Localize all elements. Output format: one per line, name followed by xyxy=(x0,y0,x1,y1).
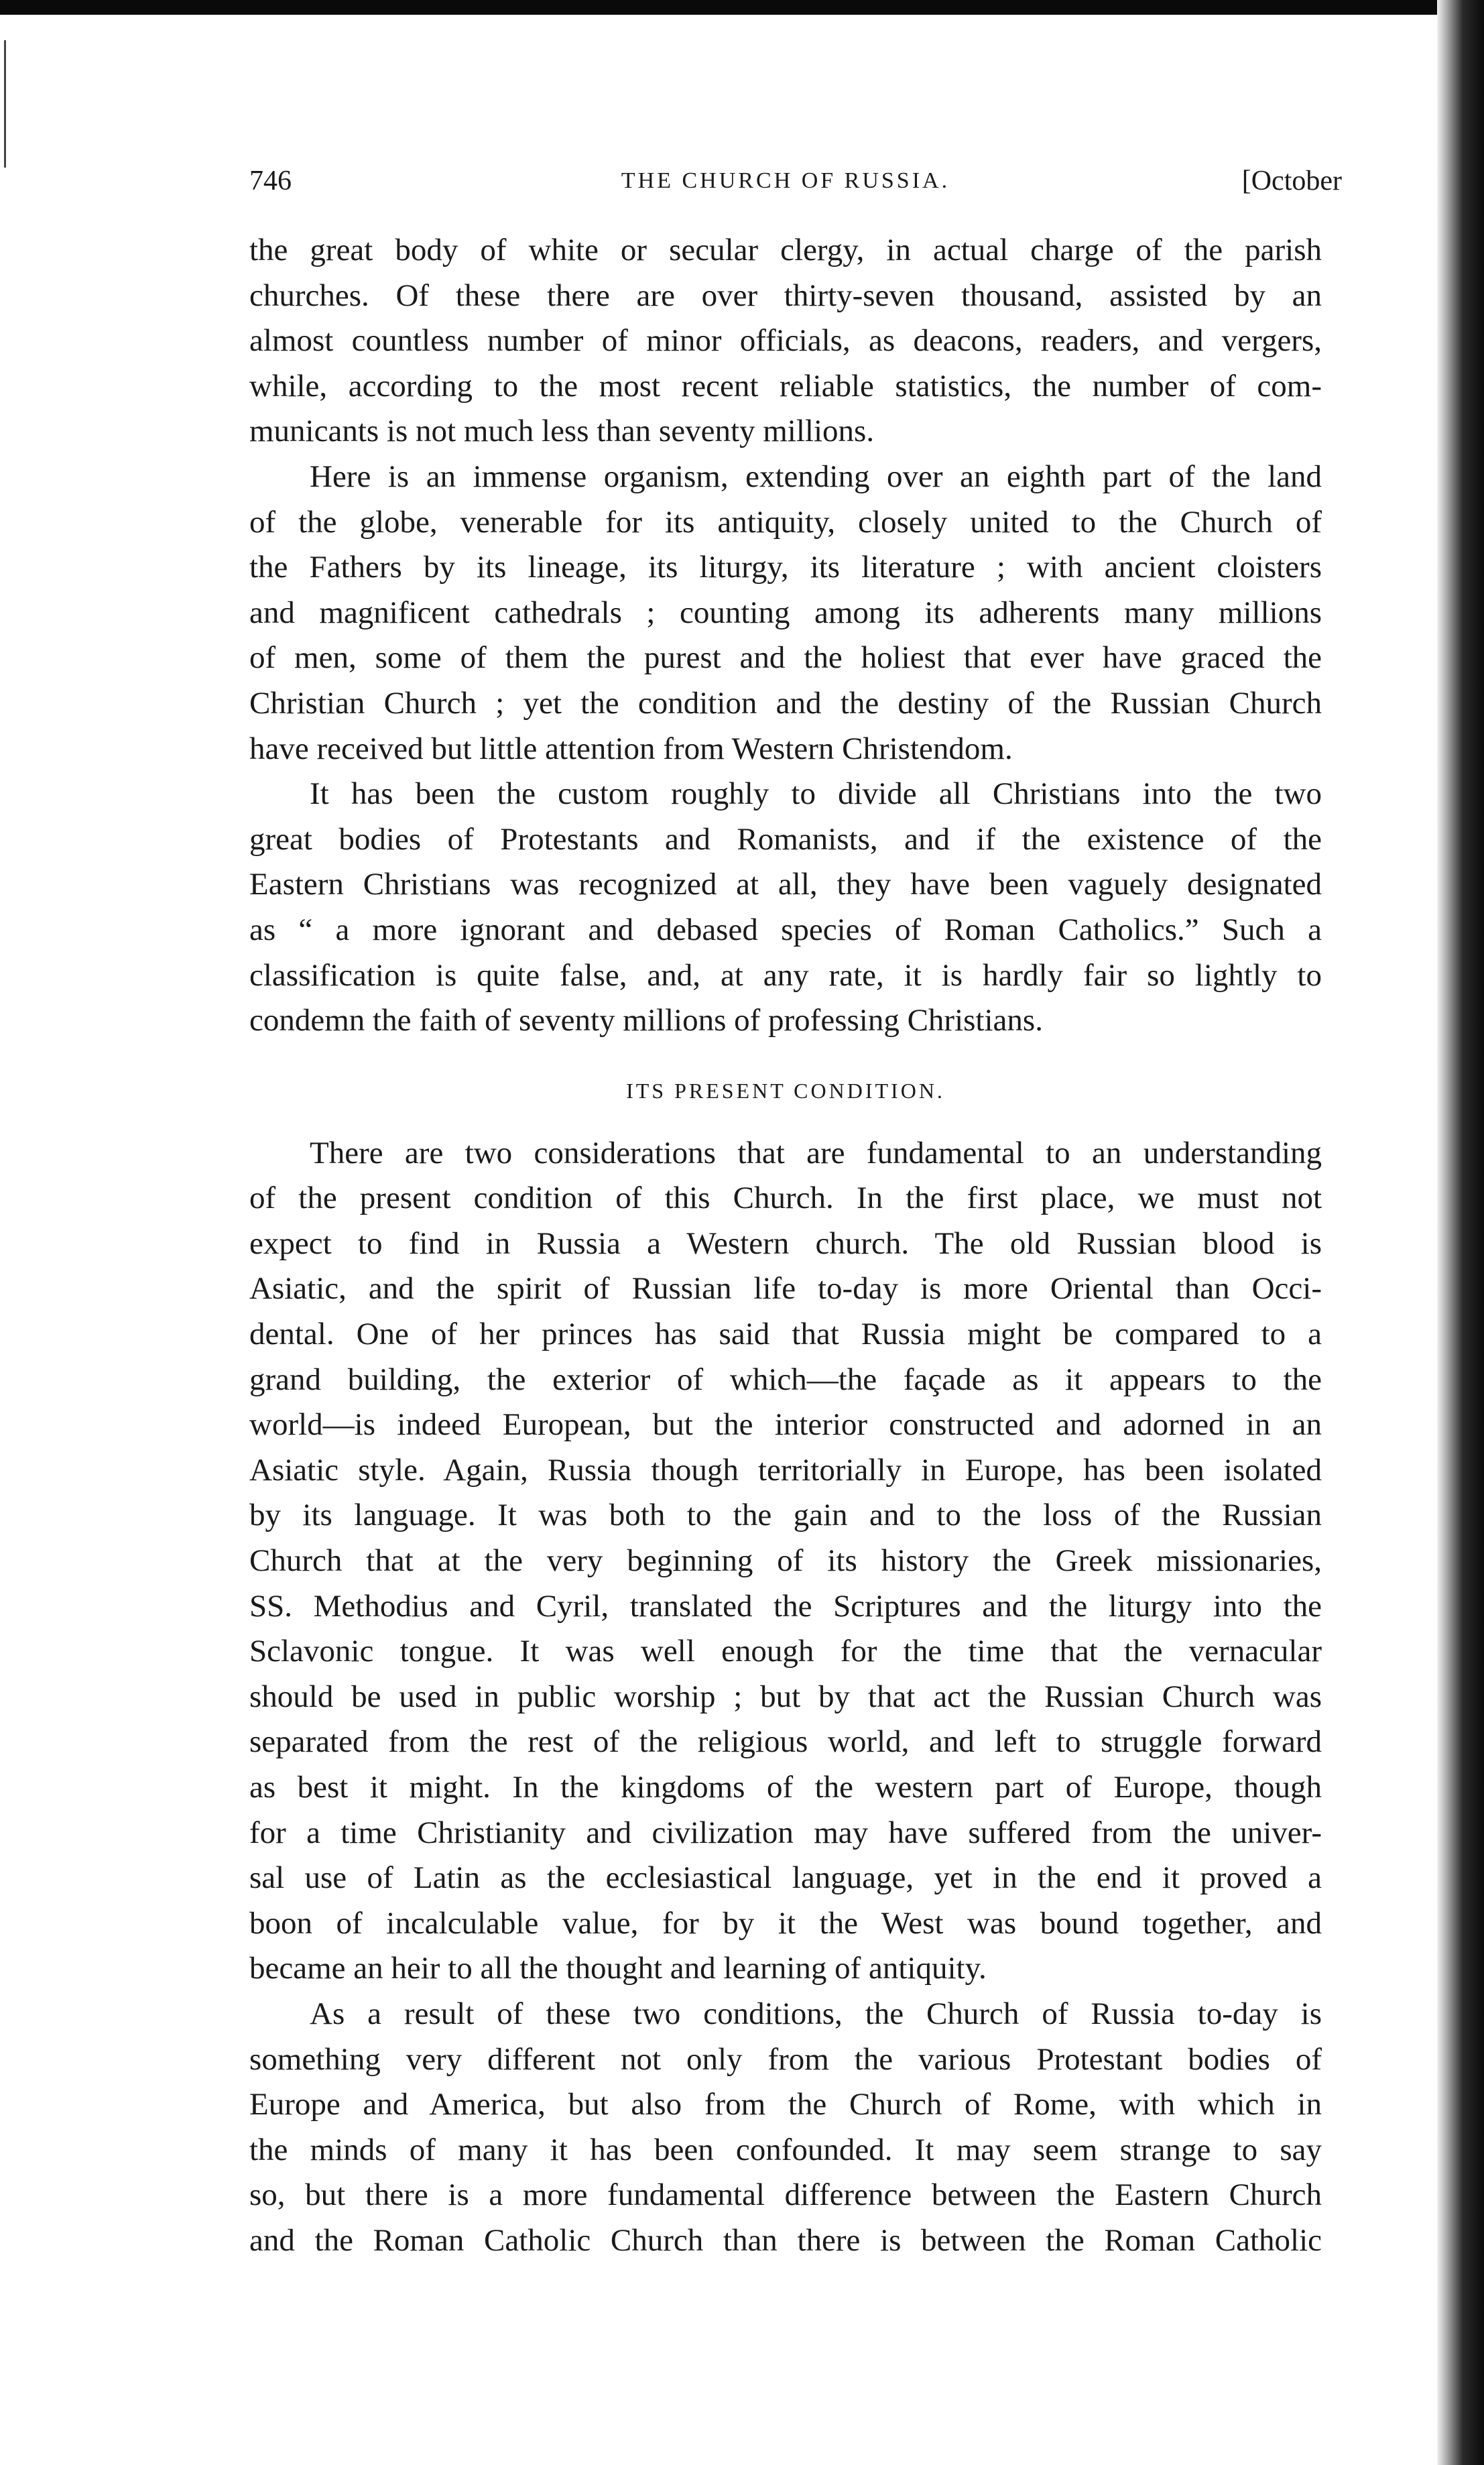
text-line: of the globe, venerable for its antiquity, closely united to the Church of xyxy=(249,504,1322,540)
running-title: THE CHURCH OF RUSSIA. xyxy=(621,168,950,193)
text-line: Here is an immense organism, extending over an eighth part of the land xyxy=(310,459,1322,494)
section-heading: ITS PRESENT CONDITION. xyxy=(626,1078,945,1103)
text-line: as “ a more ignorant and debased species of Roman Catholics.” Such a xyxy=(249,912,1322,947)
paragraph xyxy=(249,1131,1322,1992)
paragraph xyxy=(249,772,1322,1044)
text-line: the Fathers by its lineage, its liturgy, its literature ; with ancient cloisters xyxy=(249,550,1322,585)
text-line: It has been the custom roughly to divide all Christians into the two xyxy=(310,776,1322,812)
text-line: sal use of Latin as the ecclesiastical language, yet in the end it proved a xyxy=(249,1860,1322,1896)
text-line: and the Roman Catholic Church than there is between the Roman Catholic xyxy=(249,2222,1322,2258)
scan-margin-mark xyxy=(4,40,6,168)
body-text xyxy=(249,228,1322,2264)
text-line: the minds of many it has been confounded. It may seem strange to say xyxy=(249,2132,1322,2167)
paragraph xyxy=(249,455,1322,772)
text-line: of the present condition of this Church. In the first place, we must not xyxy=(249,1181,1322,1216)
text-line: There are two considerations that are fundamental to an understanding xyxy=(310,1135,1322,1170)
text-line: expect to find in Russia a Western church. The old Russian blood is xyxy=(249,1225,1322,1261)
text-line: so, but there is a more fundamental difference between the Eastern Church xyxy=(249,2177,1322,2213)
text-line: for a time Christianity and civilization may have suffered from the univer- xyxy=(249,1815,1322,1850)
text-line: became an heir to all the thought and learning of antiquity. xyxy=(249,1951,987,1986)
page-number: 746 xyxy=(249,166,292,196)
text-line: classification is quite false, and, at any rate, it is hardly fair so lightly to xyxy=(249,957,1322,993)
text-line: while, according to the most recent reliable statistics, the number of com- xyxy=(249,368,1322,404)
text-line: the great body of white or secular clergy, in actual charge of the parish xyxy=(249,233,1322,267)
text-line: Sclavonic tongue. It was well enough for the time that the vernacular xyxy=(249,1634,1322,1669)
text-line: churches. Of these there are over thirty-seven thousand, assisted by an xyxy=(249,278,1322,313)
text-line: and magnificent cathedrals ; counting among its adherents many millions xyxy=(249,595,1322,630)
running-month: [October xyxy=(1241,166,1342,196)
text-line: dental. One of her princes has said that Russia might be compared to a xyxy=(249,1317,1322,1352)
text-line: great bodies of Protestants and Romanists, and if the existence of the xyxy=(249,821,1322,857)
text-line: separated from the rest of the religious world, and left to struggle forward xyxy=(249,1724,1322,1760)
text-line: grand building, the exterior of which—the façade as it appears to the xyxy=(249,1362,1322,1397)
text-line: world—is indeed European, but the interior constructed and adorned in an xyxy=(249,1407,1322,1443)
text-line: As a result of these two conditions, the Church of Russia to-day is xyxy=(310,1996,1322,2031)
text-line: municants is not much less than seventy millions. xyxy=(249,414,875,449)
paragraph xyxy=(249,228,1322,455)
text-line: Asiatic style. Again, Russia though territorially in Europe, has been isolated xyxy=(249,1452,1322,1488)
scan-border-right xyxy=(1437,0,1484,2465)
text-line: condemn the faith of seventy millions of professing Christians. xyxy=(249,1003,1043,1038)
text-line: boon of incalculable value, for by it the West was bound together, and xyxy=(249,1905,1322,1941)
text-line: Christian Church ; yet the condition and the destiny of the Russian Church xyxy=(249,685,1322,721)
text-line: almost countless number of minor officials, as deacons, readers, and vergers, xyxy=(249,323,1322,359)
text-line: Europe and America, but also from the Church of Rome, with which in xyxy=(249,2087,1322,2122)
text-line: Asiatic, and the spirit of Russian life to-day is more Oriental than Occi- xyxy=(249,1271,1322,1307)
scan-border-top xyxy=(0,0,1484,15)
text-line: Church that at the very beginning of its history the Greek missionaries, xyxy=(249,1543,1322,1579)
text-line: by its language. It was both to the gain and to the loss of the Russian xyxy=(249,1498,1322,1533)
text-line: something very different not only from the various Protestant bodies of xyxy=(249,2041,1322,2077)
running-head xyxy=(249,161,1342,201)
paragraph xyxy=(249,1992,1322,2264)
text-line: SS. Methodius and Cyril, translated the Scriptures and the liturgy into the xyxy=(249,1588,1322,1624)
text-line: should be used in public worship ; but by that act the Russian Church was xyxy=(249,1679,1322,1714)
text-line: of men, some of them the purest and the holiest that ever have graced the xyxy=(249,640,1322,676)
text-line: Eastern Christians was recognized at all, they have been vaguely designated xyxy=(249,867,1322,902)
text-line: have received but little attention from Western Christendom. xyxy=(249,731,1013,766)
text-line: as best it might. In the kingdoms of the western part of Europe, though xyxy=(249,1770,1322,1805)
